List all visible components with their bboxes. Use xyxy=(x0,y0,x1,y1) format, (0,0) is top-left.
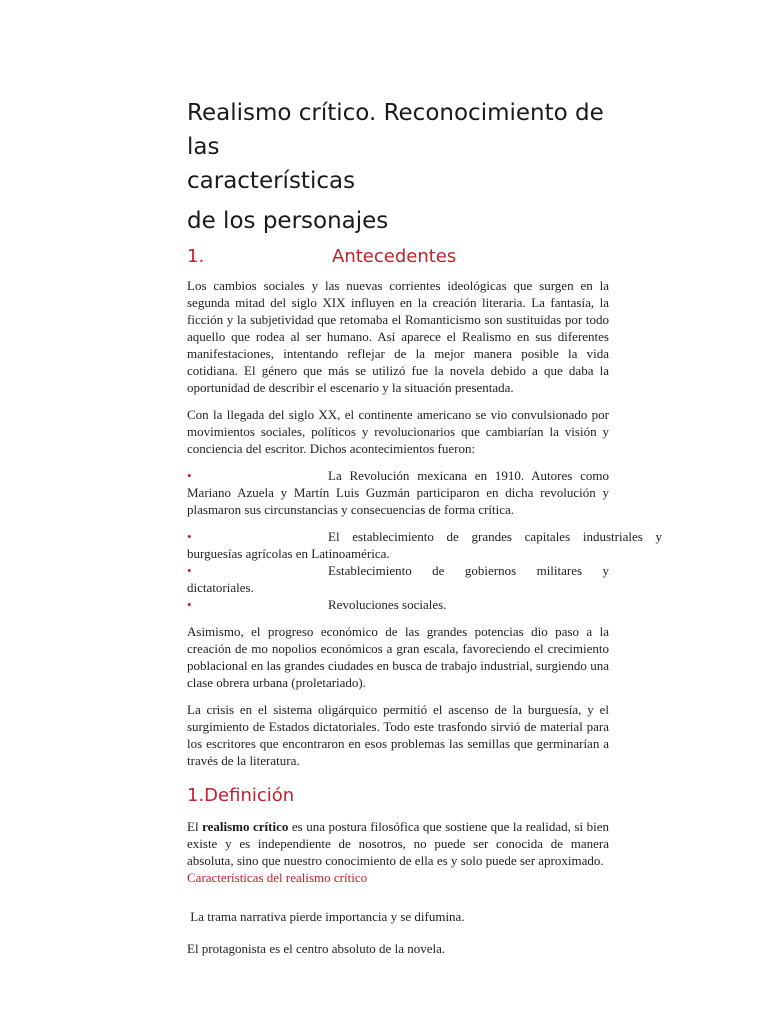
paragraph-siglo-xx: Con la llegada del siglo XX, el continente americano se vio convulsionado por movimientos sociales, políticos y revolucionarios que cambiarían la visión y conciencia del escritor. Dichos acontecimientos fueron: xyxy=(187,407,609,456)
definition-body: es una postura filosófica que sostiene que la realidad, si bien existe y es independiente de nosotros, no puede ser conocida de manera absoluta, sino que nuestro conocimiento de ella es y solo puede ser aproximado. xyxy=(187,819,609,868)
title-line-3: de los personajes xyxy=(187,208,389,234)
paragraph-crisis-oligarquica: La crisis en el sistema oligárquico permitió el ascenso de la burguesía, y el surgimiento de Estados dictatoriales. Todo este trasfondo sirvió de material para los escritores que encontraron en esos problemas las semillas que germinarían a través de la literatura. xyxy=(187,702,609,768)
bullet-text: Establecimiento de gobiernos militares y dictatoriales. xyxy=(187,563,609,595)
definition-prefix: El xyxy=(187,819,203,834)
bullet-item xyxy=(187,596,609,613)
trait-item: El protagonista es el centro absoluto de la novela. xyxy=(187,941,446,956)
subheading-caracteristicas: Características del realismo crítico xyxy=(187,870,368,885)
section-heading-definicion: 1.Definición xyxy=(187,785,295,806)
bullet-icon: • xyxy=(187,468,192,483)
bullet-text: Revoluciones sociales. xyxy=(328,597,447,612)
paragraph-cambios-sociales: Los cambios sociales y las nuevas corrientes ideológicas que surgen en la segunda mitad del siglo XIX influyen en la creación literaria. La fantasía, la ficción y la subjetividad que retomaba el Romanticismo son sustituidas por todo aquello que rodea al ser humano. Así aparece el Realismo en sus diferentes manifestaciones, intentando reflejar de la mejor manera posible la vida cotidiana. El género que más se utilizó fue la novela debido a que daba la oportunidad de describir el escenario y la situación presentada. xyxy=(187,278,609,395)
section-title: Antecedentes xyxy=(332,246,457,267)
trait-item: La trama narrativa pierde importancia y se difumina. xyxy=(187,909,465,924)
section-number: 1. xyxy=(187,246,205,267)
document-title xyxy=(187,96,609,238)
document-page xyxy=(187,96,662,957)
title-line-1: Realismo crítico. Reconocimiento de las xyxy=(187,100,604,160)
bullet-item xyxy=(187,528,662,562)
bullet-icon: • xyxy=(187,563,192,578)
bullet-text: La Revolución mexicana en 1910. Autores como Mariano Azuela y Martín Luis Guzmán participaron en dicha revolución y plasmaron sus circunstancias y consecuencias de forma crítica. xyxy=(187,468,609,517)
bullet-item xyxy=(187,467,609,518)
title-line-2: características xyxy=(187,168,356,194)
paragraph-progreso-economico: Asimismo, el progreso económico de las grandes potencias dio paso a la creación de mo nopolios económicos a gran escala, favoreciendo el crecimiento poblacional en las grandes ciudades en busca de trabajo industrial, surgiendo una clase obrera urbana (proletariado). xyxy=(187,624,609,690)
bullet-item xyxy=(187,562,609,596)
bullet-icon: • xyxy=(187,529,192,544)
bullet-icon: • xyxy=(187,597,192,612)
bullet-text: El establecimiento de grandes capitales industriales y burguesías agrícolas en Latinoamérica. xyxy=(187,529,662,561)
paragraph-definicion xyxy=(187,818,609,869)
section-heading-antecedentes xyxy=(187,246,609,267)
definition-keyword: realismo crítico xyxy=(202,819,289,834)
